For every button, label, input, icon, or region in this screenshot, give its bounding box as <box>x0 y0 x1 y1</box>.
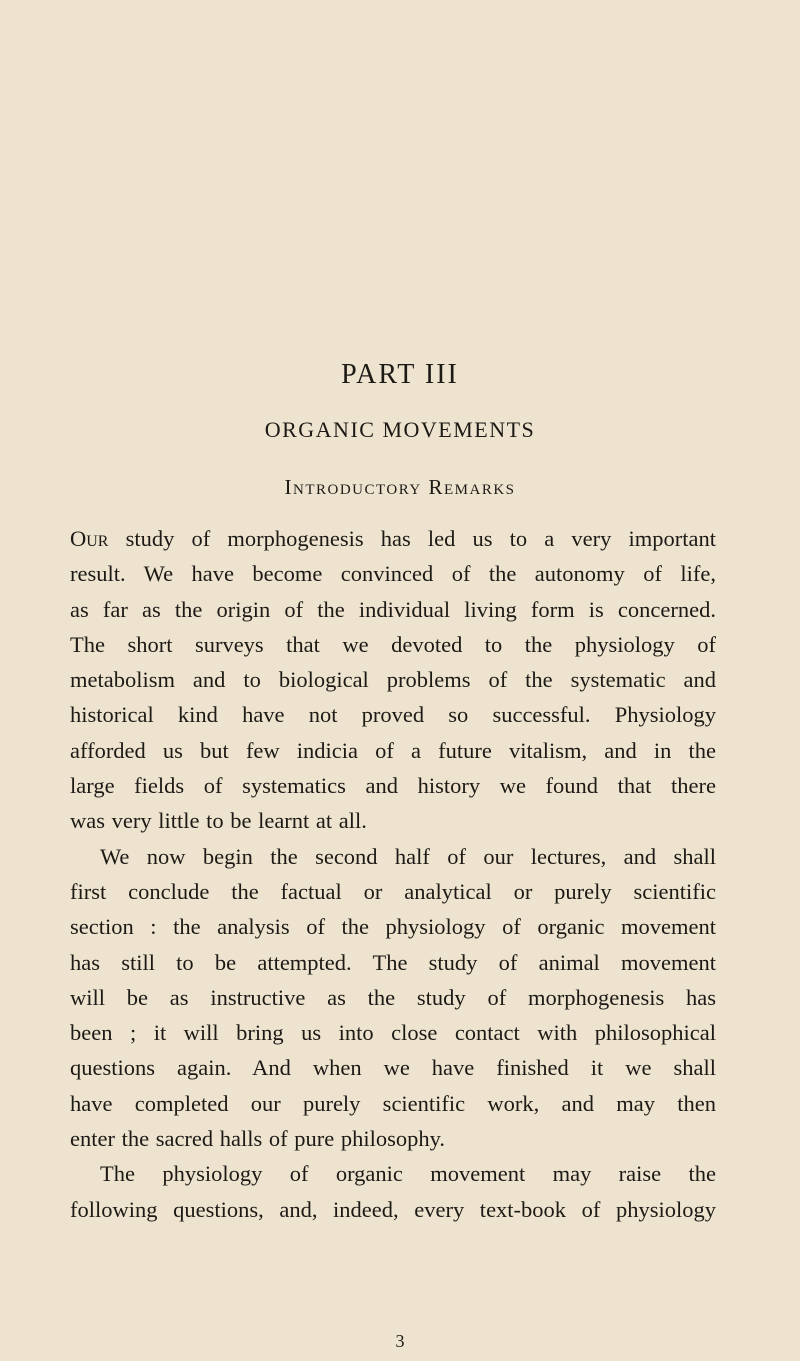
text-line <box>70 521 716 556</box>
text-line: questions again. And when we have finished it we shall <box>70 1055 716 1081</box>
text-line: been ; it will bring us into close contact with philosophical <box>70 1020 716 1046</box>
text-line: was very little to be learnt at all. <box>70 808 367 834</box>
page-number: 3 <box>395 1331 405 1351</box>
text-line: result. We have become convinced of the autonomy of life, <box>70 561 716 587</box>
section-title: Introductory Remarks <box>284 475 516 499</box>
text-line: has still to be attempted. The study of animal movement <box>70 949 716 975</box>
chapter-title: ORGANIC MOVEMENTS <box>264 417 536 442</box>
paragraph-2 <box>70 839 716 1157</box>
text-line: have completed our purely scientific work, and may then <box>70 1090 716 1116</box>
text-line: The short surveys that we devoted to the physiology of <box>70 631 716 657</box>
text-line: as far as the origin of the individual living form is concerned. <box>70 596 716 622</box>
text-line: The physiology of organic movement may raise the <box>100 1161 716 1187</box>
text-line: historical kind have not proved so successful. Physiology <box>70 702 716 728</box>
text-line: section : the analysis of the physiology of organic movement <box>70 914 716 940</box>
text-line: will be as instructive as the study of morphogenesis has <box>70 984 716 1010</box>
text-line: metabolism and to biological problems of the systematic and <box>70 667 716 693</box>
text-line: afforded us but few indicia of a future vitalism, and in the <box>70 737 716 763</box>
part-title: PART III <box>341 359 459 390</box>
paragraph-opening-word: Our <box>70 526 109 551</box>
body-text <box>70 521 716 1227</box>
paragraph-3 <box>70 1156 716 1227</box>
text-line: large fields of systematics and history we found that there <box>70 773 716 799</box>
text-line: enter the sacred halls of pure philosophy. <box>70 1126 446 1152</box>
text-line-rest: study of morphogenesis has led us to a very important <box>108 526 716 551</box>
text-line: following questions, and, indeed, every text-book of physiology <box>70 1196 716 1222</box>
paragraph-1 <box>70 521 716 839</box>
text-line: first conclude the factual or analytical or purely scientific <box>70 878 716 904</box>
text-line: We now begin the second half of our lectures, and shall <box>100 843 716 869</box>
